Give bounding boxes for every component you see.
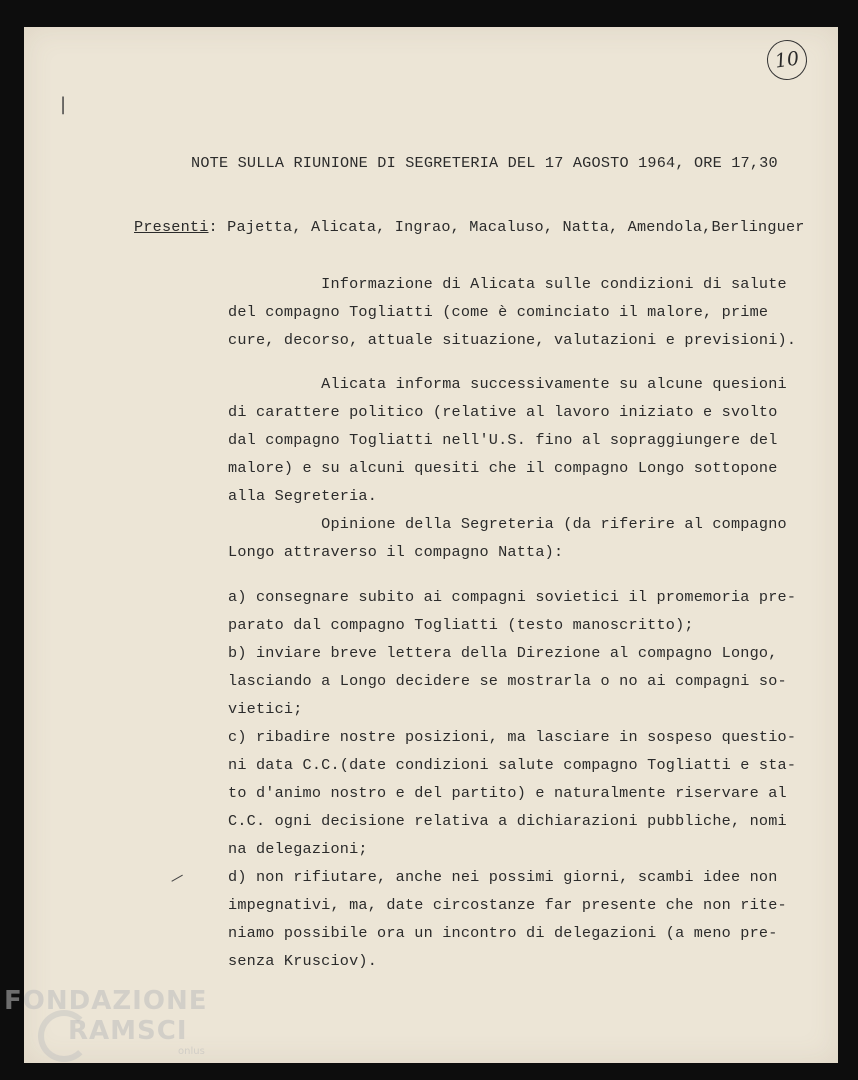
margin-dash-mark: — [166,867,188,889]
logo-subtext: onlus [178,1046,205,1057]
list-item-line: b) inviare breve lettera della Direzione al compagno Longo, [228,644,778,662]
paragraph-decisions-list [228,583,828,975]
logo-text-line1: FONDAZIONE [4,986,208,1016]
list-item-line: a) consegnare subito ai compagni sovietici il promemoria pre- [228,588,797,606]
text-line: di carattere politico (relative al lavoro iniziato e svolto [228,403,778,421]
fondazione-gramsci-logo [4,986,214,1072]
paragraph-alicata-health-report [228,270,828,354]
attendees-line [134,218,805,236]
logo-text-line2: RAMSCI [68,1016,188,1046]
list-item-line: senza Krusciov). [228,952,378,970]
list-item-line: impegnativi, ma, date circostanze far presente che non rite- [228,896,787,914]
list-item-line: vietici; [228,700,303,718]
paragraph-political-questions [228,370,828,566]
list-item-line: C.C. ogni decisione relativa a dichiarazioni pubbliche, nomi [228,812,787,830]
margin-tick-mark: | [60,94,67,115]
list-item-line: c) ribadire nostre posizioni, ma lasciare in sospeso questio- [228,728,797,746]
list-item-line: parato dal compagno Togliatti (testo manoscritto); [228,616,694,634]
document-title: NOTE SULLA RIUNIONE DI SEGRETERIA DEL 17 AGOSTO 1964, ORE 17,30 [191,154,778,172]
attendees-label: Presenti [134,218,209,236]
text-line: del compagno Togliatti (come è cominciato il malore, prime [228,303,769,321]
text-line: Longo attraverso il compagno Natta): [228,543,564,561]
list-item-line: d) non rifiutare, anche nei possimi giorni, scambi idee non [228,868,778,886]
list-item-line: ni data C.C.(date condizioni salute compagno Togliatti e sta- [228,756,797,774]
text-line: alla Segreteria. [228,487,378,505]
attendees-names: : Pajetta, Alicata, Ingrao, Macaluso, Natta, Amendola,Berlinguer [208,218,805,236]
list-item-line: to d'animo nostro e del partito) e naturalmente riservare al [228,784,787,802]
text-line: Informazione di Alicata sulle condizioni di salute [228,275,787,293]
text-line: dal compagno Togliatti nell'U.S. fino al sopraggiungere del [228,431,778,449]
page-number-text: 10 [773,47,801,73]
text-line: malore) e su alcuni quesiti che il compagno Longo sottopone [228,459,778,477]
list-item-line: lasciando a Longo decidere se mostrarla o no ai compagni so- [228,672,787,690]
text-line: Opinione della Segreteria (da riferire al compagno [228,515,787,533]
list-item-line: na delegazioni; [228,840,368,858]
list-item-line: niamo possibile ora un incontro di delegazioni (a meno pre- [228,924,778,942]
text-line: cure, decorso, attuale situazione, valutazioni e previsioni). [228,331,797,349]
text-line: Alicata informa successivamente su alcune quesioni [228,375,787,393]
